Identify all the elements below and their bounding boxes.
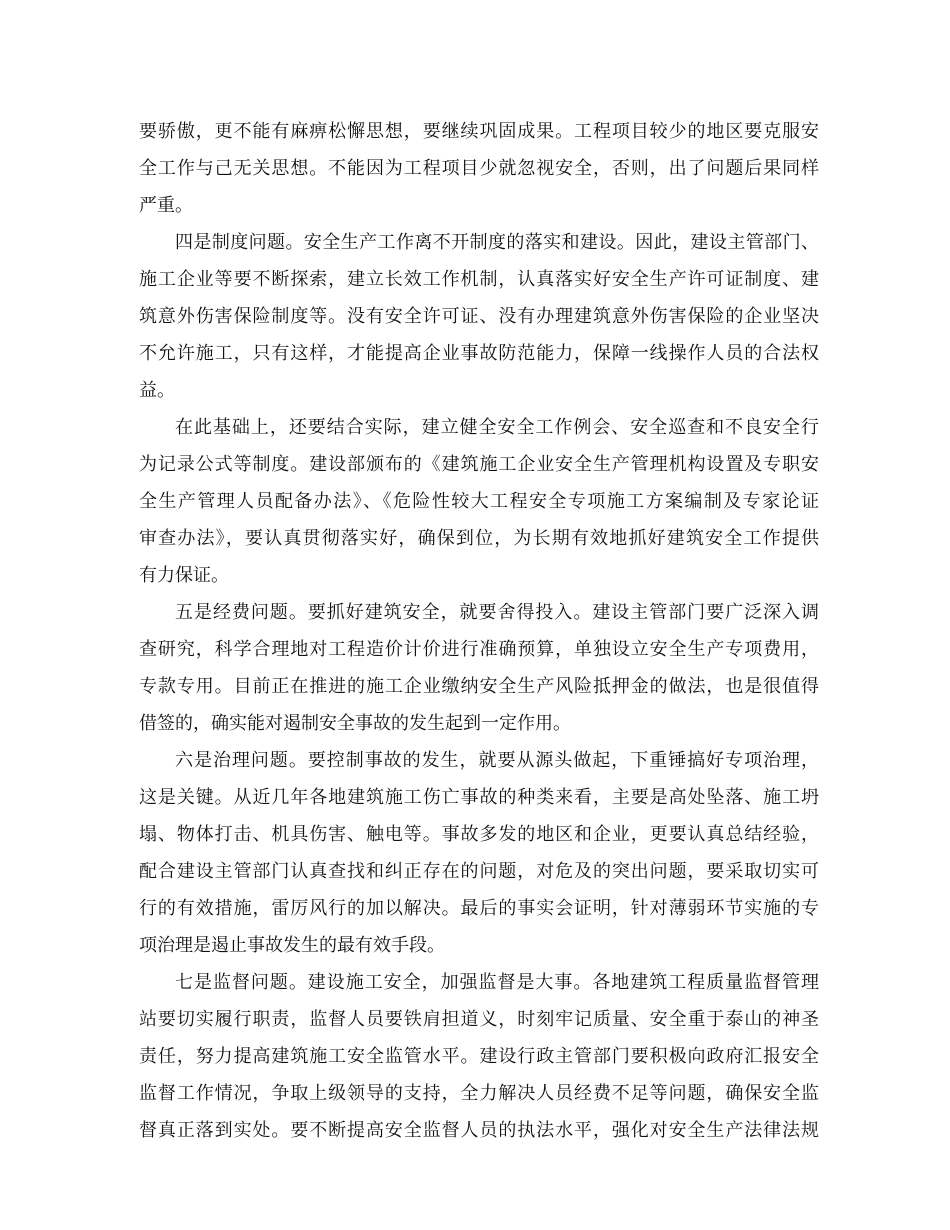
text-line: 审查办法》，要认真贯彻落实好，确保到位，为长期有效地抓好建筑安全工作提供 (139, 528, 819, 549)
text-line: 项治理是遏止事故发生的最有效手段。 (139, 935, 445, 956)
paragraph-continuation (139, 113, 819, 224)
text-line: 责任，努力提高建筑施工安全监管水平。建设行政主管部门要积极向政府汇报安全 (139, 1046, 819, 1067)
text-line: 四是制度问题。安全生产工作离不开制度的落实和建设。因此，建设主管部门、 (175, 232, 819, 253)
text-line: 站要切实履行职责，监督人员要铁肩担道义，时刻牢记质量、安全重于泰山的神圣 (139, 1009, 819, 1030)
text-line: 在此基础上，还要结合实际，建立健全安全工作例会、安全巡查和不良安全行 (175, 417, 819, 438)
paragraph-governance-issue (139, 742, 819, 964)
body-text (139, 113, 819, 1149)
text-line: 严重。 (139, 195, 193, 216)
text-line: 行的有效措施，雷厉风行的加以解决。最后的事实会证明，针对薄弱环节实施的专 (139, 898, 819, 919)
text-line: 塌、物体打击、机具伤害、触电等。事故多发的地区和企业，更要认真总结经验， (139, 824, 819, 845)
text-line: 为记录公式等制度。建设部颁布的《建筑施工企业安全生产管理机构设置及专职安 (139, 454, 819, 475)
text-line: 配合建设主管部门认真查找和纠正存在的问题，对危及的突出问题，要采取切实可 (139, 861, 819, 882)
text-line: 五是经费问题。要抓好建筑安全，就要舍得投入。建设主管部门要广泛深入调 (175, 602, 819, 623)
paragraph-funding-issue (139, 594, 819, 742)
text-line: 监督工作情况，争取上级领导的支持，全力解决人员经费不足等问题，确保安全监 (139, 1083, 819, 1104)
paragraph-system-issue (139, 224, 819, 409)
text-line: 七是监督问题。建设施工安全，加强监督是大事。各地建筑工程质量监督管理 (175, 972, 819, 993)
text-line: 益。 (139, 380, 175, 401)
paragraph-foundation (139, 409, 819, 594)
text-line: 有力保证。 (139, 565, 229, 586)
text-line: 全生产管理人员配备办法》、《危险性较大工程安全专项施工方案编制及专家论证 (139, 491, 819, 512)
text-line: 施工企业等要不断探索，建立长效工作机制，认真落实好安全生产许可证制度、建 (139, 269, 819, 290)
text-line: 督真正落到实处。要不断提高安全监督人员的执法水平，强化对安全生产法律法规 (139, 1120, 819, 1141)
text-line: 这是关键。从近几年各地建筑施工伤亡事故的种类来看，主要是高处坠落、施工坍 (139, 787, 819, 808)
paragraph-supervision-issue (139, 964, 819, 1149)
text-line: 筑意外伤害保险制度等。没有安全许可证、没有办理建筑意外伤害保险的企业坚决 (139, 306, 819, 327)
text-line: 查研究，科学合理地对工程造价计价进行准确预算，单独设立安全生产专项费用， (139, 639, 819, 660)
text-line: 不允许施工，只有这样，才能提高企业事故防范能力，保障一线操作人员的合法权 (139, 343, 819, 364)
text-line: 借签的，确实能对遏制安全事故的发生起到一定作用。 (139, 713, 571, 734)
text-line: 六是治理问题。要控制事故的发生，就要从源头做起，下重锤搞好专项治理， (175, 750, 819, 771)
text-line: 全工作与己无关思想。不能因为工程项目少就忽视安全，否则，出了问题后果同样 (139, 158, 819, 179)
text-line: 专款专用。目前正在推进的施工企业缴纳安全生产风险抵押金的做法，也是很值得 (139, 676, 819, 697)
text-line: 要骄傲，更不能有麻痹松懈思想，要继续巩固成果。工程项目较少的地区要克服安 (139, 121, 819, 142)
